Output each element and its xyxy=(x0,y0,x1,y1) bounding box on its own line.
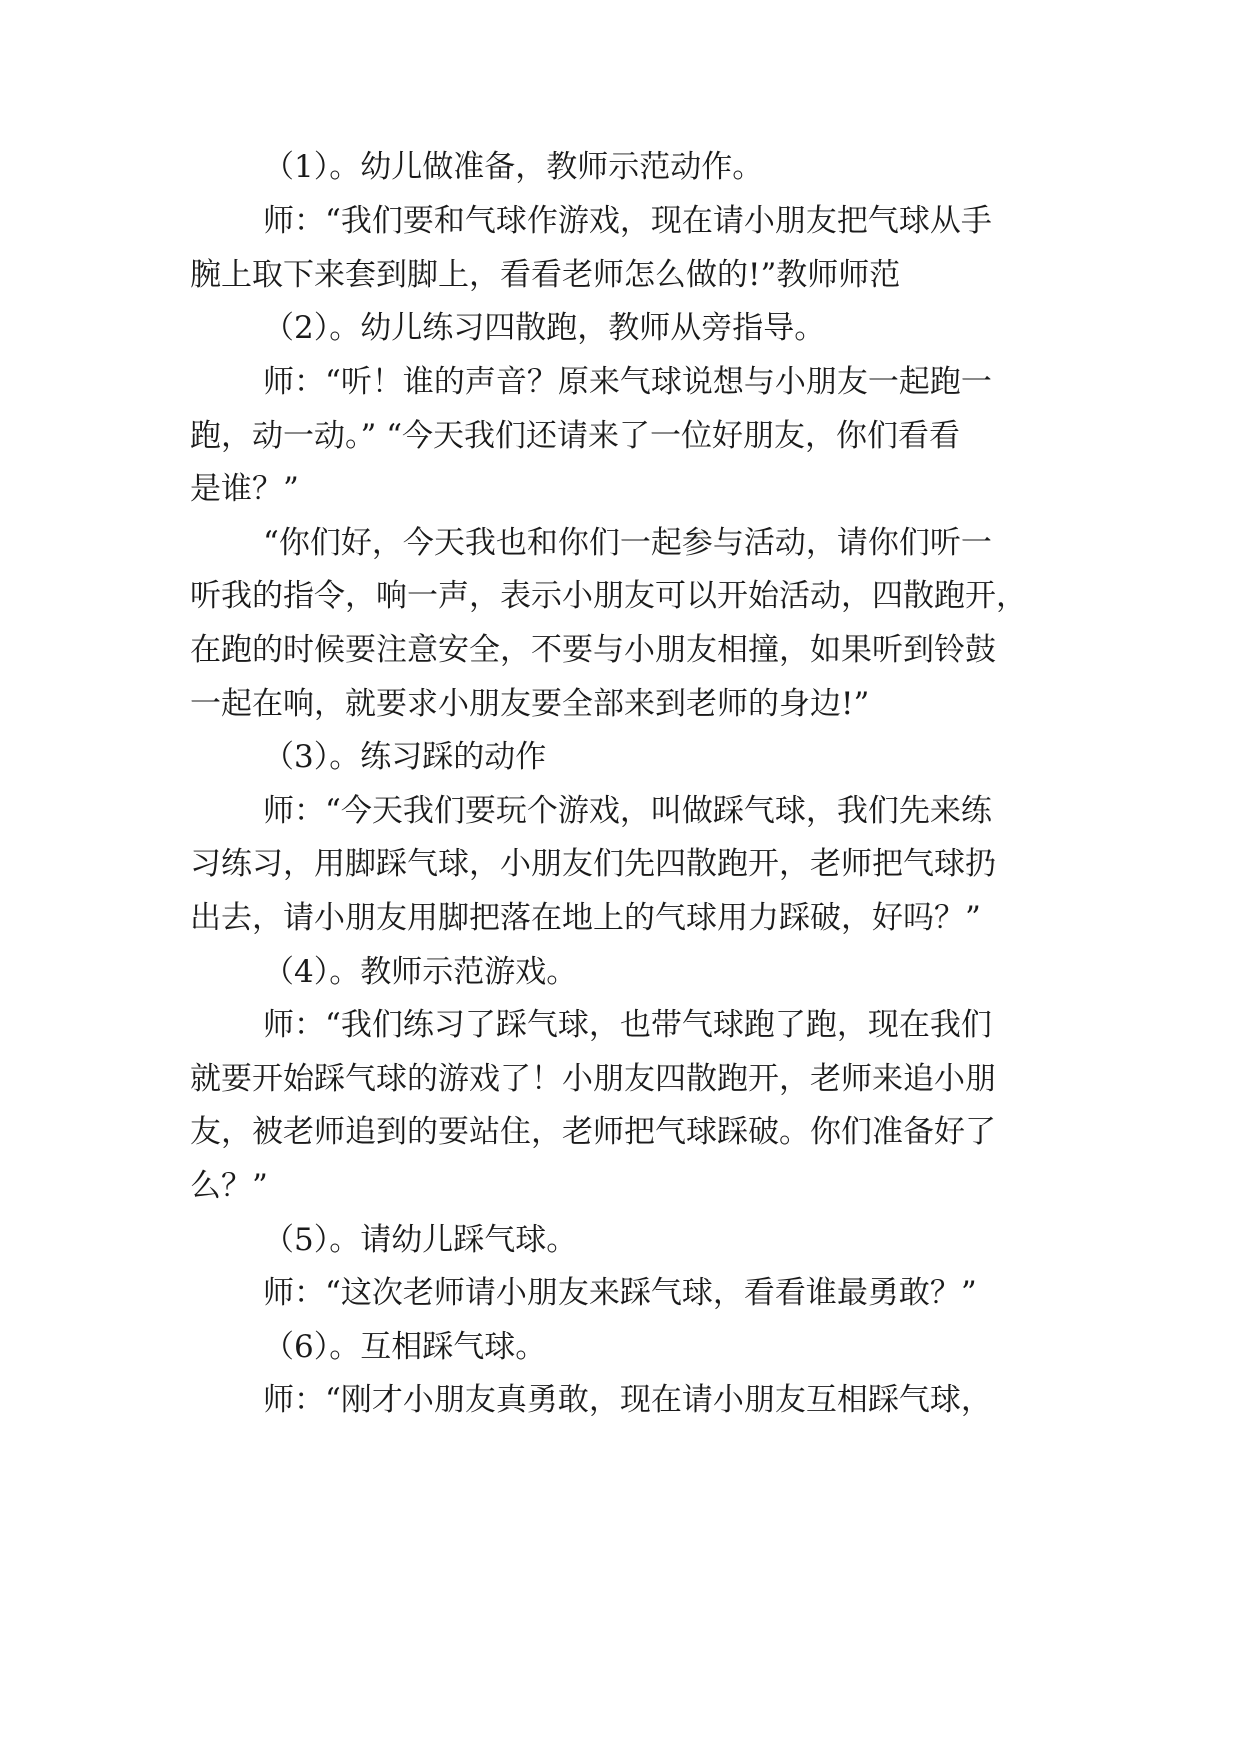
paragraph-line: （2）。幼儿练习四散跑，教师从旁指导。 xyxy=(263,310,826,346)
paragraph-line: 师：“我们要和气球作游戏，现在请小朋友把气球从手 xyxy=(263,203,992,239)
paragraph-line: 腕上取下来套到脚上，看看老师怎么做的!”教师师范 xyxy=(190,257,901,293)
paragraph-line: 听我的指令，响一声，表示小朋友可以开始活动，四散跑开， xyxy=(190,578,1027,614)
paragraph-line: 师：“听！谁的声音？原来气球说想与小朋友一起跑一 xyxy=(263,364,992,400)
paragraph-line: （4）。教师示范游戏。 xyxy=(263,954,578,990)
paragraph-line: 师：“今天我们要玩个游戏，叫做踩气球，我们先来练 xyxy=(263,793,992,829)
paragraph-line: 就要开始踩气球的游戏了！小朋友四散跑开，老师来追小朋 xyxy=(190,1061,996,1097)
paragraph-line: 一起在响，就要求小朋友要全部来到老师的身边!” xyxy=(190,686,870,722)
paragraph-line: 出去，请小朋友用脚把落在地上的气球用力踩破，好吗？” xyxy=(190,900,981,936)
paragraph-line: （3）。练习踩的动作 xyxy=(263,739,547,775)
paragraph-line: （5）。请幼儿踩气球。 xyxy=(263,1222,578,1258)
paragraph-line: 习练习，用脚踩气球，小朋友们先四散跑开，老师把气球扔 xyxy=(190,846,996,882)
paragraph-line: （1）。幼儿做准备，教师示范动作。 xyxy=(263,149,764,185)
paragraph-line: 是谁？” xyxy=(190,471,299,507)
paragraph-line: 师：“刚才小朋友真勇敢，现在请小朋友互相踩气球， xyxy=(263,1382,992,1418)
paragraph-line: 师：“我们练习了踩气球，也带气球跑了跑，现在我们 xyxy=(263,1007,992,1043)
paragraph-line: 么？” xyxy=(190,1168,268,1204)
paragraph-line: “你们好，今天我也和你们一起参与活动，请你们听一 xyxy=(263,525,992,561)
paragraph-line: 师：“这次老师请小朋友来踩气球，看看谁最勇敢？” xyxy=(263,1275,977,1311)
paragraph-line: （6）。互相踩气球。 xyxy=(263,1329,547,1365)
paragraph-line: 在跑的时候要注意安全，不要与小朋友相撞，如果听到铃鼓 xyxy=(190,632,996,668)
paragraph-line: 跑，动一动。” “今天我们还请来了一位好朋友，你们看看 xyxy=(190,418,961,454)
paragraph-line: 友，被老师追到的要站住，老师把气球踩破。你们准备好了 xyxy=(190,1114,996,1150)
